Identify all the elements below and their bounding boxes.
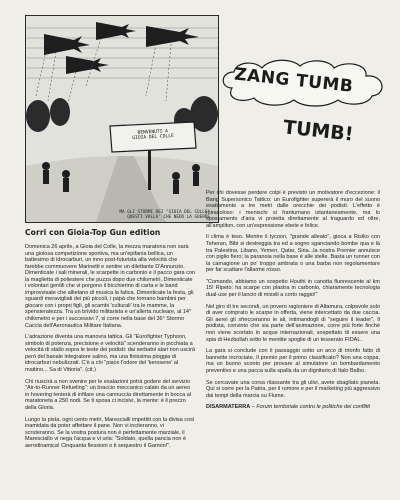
signature-block <box>206 404 380 411</box>
headline-tumb: TUMB! <box>282 116 355 146</box>
paragraph: Chi riuscirà a non svenire per le esalazioni potrà godere del servizio "Air-to-Runner Refueling": un braccio meccanico calato da un aereo in hovering tenterà di infilare una cannuccia direttamente in bocca al maratoneta a 250 nodi. Se ti sposa ci incisivi, la mente: è il prezzo della Gloria. <box>25 378 192 411</box>
signature: DISARMATERRA <box>206 404 251 411</box>
signature-note: – Forum territoriale contro le politiche dei conflitti <box>251 404 371 411</box>
headline-zang-tumb: ZANG TUMB <box>233 64 355 97</box>
paragraph: Domenica 26 aprile, a Gioia del Colle, la mezza maratona non sarà una gioiosa competizione sportiva, ma un'epifania bellica, un battesimo di idrocarburi, un inno post-futurista alla velocità che farebbe commuovere Marinetti e sentire un dilettante D'Annunzio. Dimenticate i sali minerali, le scarpette in carbonio e il pacco gara con la maglietta di poliestere che puzza dopo due chilometri. Dimenticate i volontari gentili che vi porgono il bicchierino di carta e le band improvvisate che allietano di musica la fatica. Dimenticate la festa, gli sguardi meravigliati dei più piccoli, i papà che tornano bambini per giocare con i propri figli, gli scambi 'culturali' tra le mamme, la spensieratezza. Tra un brivido militarista e un'allerta nucleare, al 14° chilometro e per i successivi 7, si corre nella base del 36° Stormo Caccia dell'Aeronautica Militare Italiana. <box>25 244 195 329</box>
caption-line-2: QUESTI VALLA' CHE NEDO LA GUERRE <box>127 214 210 220</box>
paragraph: Per chi dovesse perdere colpi è previsto un motivatore d'eccezione: il Bang Supersonico Tattico: un Eurofighter supererà il muro del suono esattamente a tre metri dalle orecchie dei podisti. L'effetto è miracoloso: i menischi si frantumano istantaneamente, ma lo spostamento d'aria vi proietta direttamente al traguardo ed oltre, all'ampliton, con un'espressione ebete e felice. <box>206 190 380 229</box>
illustration <box>25 15 219 223</box>
paragraph: La gara si conclude con il passaggio sotto un arco di trionfo fatto di bannette incrociate. Il premio per il primo classificato? Non una coppa, ma un buono sconto per provare al simulatore un bombardamento preventivo e una pacca sulla spalla da un dignitario di Italo Balbo. <box>206 348 380 374</box>
paragraph: Nel giro di tre secondi, un povero ragioniere di Altamura, colpevole solo di aver comprato le scarpe in offerta, viene intercettato da due caccia. Gli aerei gli sfrecceranno le ali, intimandogli di "seguire il leader". Il podista, convinto che sia parte dell'animazione, corre più forte finché non viene scortato in acque internazionali, sospettato di essere una spia di Hezbollah sotto le mentite spoglie di un tesserato FIDAL. <box>206 303 380 343</box>
paragraph: Se cercavate una corsa rilassante tra gli ulivi, avete sbagliato pianeta. Qui si corre per la Patria, per il rumore e per il marketing più aggressivo dai tempi della marcia su Fiume. <box>206 379 380 399</box>
paragraph: L'adrazione diventa una manovra tattica. Gli "Eurofighter Typhoon, simbolo di potenza, precisione e velocità" scenderanno in picchiata a velocità di stallo sopra le teste dei podisti: dai serbatoi alari non uscirà però del banale integratore salino, ma una finissima pioggia di idrocarburi nebulizzati. C'è a chi "piace l'odore del 'kerosene' al mattino... Sa di Vittoria". (cit.) <box>25 334 195 374</box>
article-left-column <box>25 228 195 455</box>
article-right-column <box>206 190 380 416</box>
paragraph: Lungo la pista, ogni cento metri, Marescialli impettiti con la divisa così inamidata da poter affettare il pane. Non vi inciteranno, vi scruteranno. Se la vostra postura non è perfettamente marziale, il Maresciallo vi nega l'acqua e vi urla: "Soldato, quella pancia non è aerodinamica! Cinquanta flessioni o ti sequestro il Garmin!". <box>25 416 195 449</box>
caption-line-1: MA GLI STORMI DEI "GIOIA DEL COLLE" <box>119 209 210 215</box>
illustration-caption <box>26 210 218 220</box>
sign-line-2: GIOIA DEL COLLE <box>132 134 174 142</box>
sign-line-1: BENVENUTI A <box>137 129 169 136</box>
illustration-drawing <box>26 16 218 222</box>
paragraph: "Comando, abbiamo un sospetto Houthi in canotta fluorescente al km 15! Ripeto: ha scarpe con piastra in carbonio, chiaramente tecnologia dual-use per il lancio di missili a corto raggio!" <box>206 278 380 299</box>
article-headline: Corri con Gioia-Top Gun edition <box>25 228 161 237</box>
paragraph: Il clima è teso. Mentre il tycoon, "grande alleato", gioca a Risiko con Teheran, Bibi si destreggia tra ed a sogno sganciando bombe qua e là tra Palestina, Libano, Yemen, Qatar, Siria...la nostra Premier annuisce con piglio fiero; la paranoia nella base è alle stelle. Basta un runner con la carnagione un po' troppo ambrata o una barba non regolamentare per far scattare l'allarme rosso. <box>206 234 380 274</box>
